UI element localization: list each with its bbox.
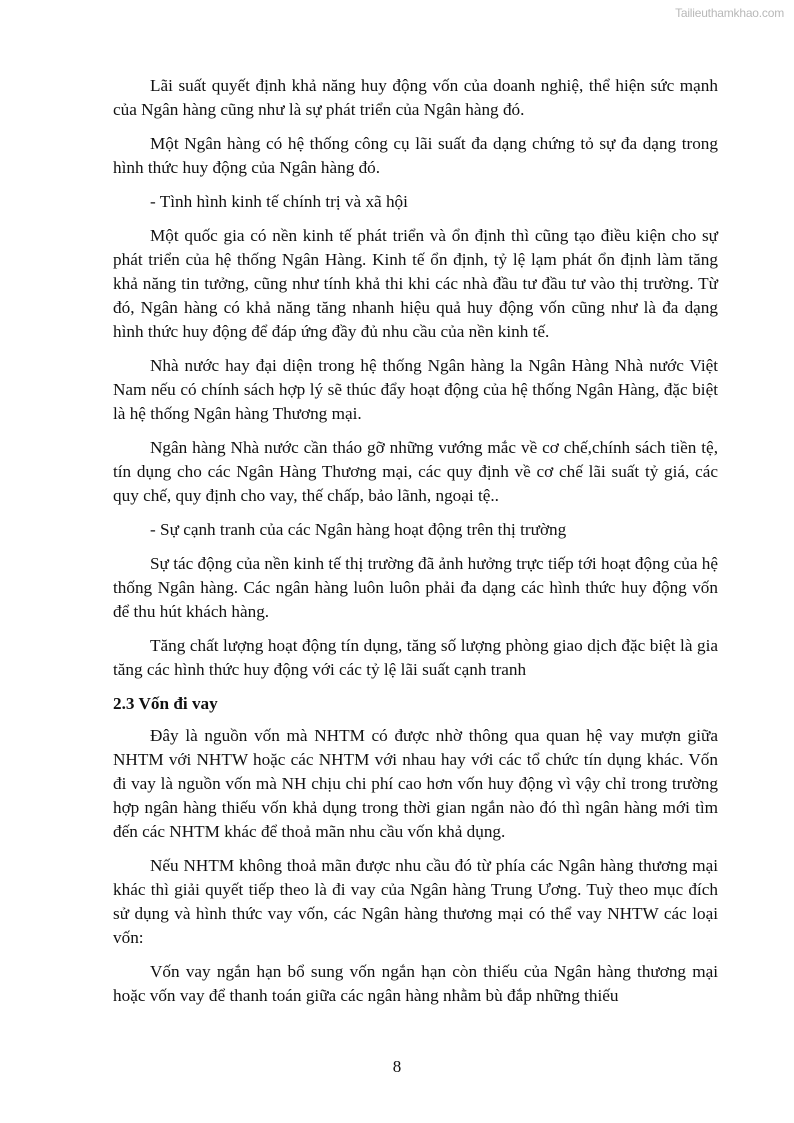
paragraph-market-impact: Sự tác động của nền kinh tế thị trường đã ảnh hưởng trực tiếp tới hoạt động của hệ thống Ngân hàng. Các ngân hàng luôn luôn phải đa dạng các hình thức huy động vốn để thu hút khách hàng. [113, 554, 718, 621]
paragraph-stable-economy: Một quốc gia có nền kinh tế phát triển và ổn định thì cũng tạo điều kiện cho sự phát triển của hệ thống Ngân Hàng. Kinh tế ổn định, tỷ lệ lạm phát ổn định làm tăng khả năng tin tưởng, cũng như tính khả thi khi các nhà đầu tư đầu tư vào thị trường. Từ đó, Ngân hàng có khả năng tăng nhanh hiệu quả huy động vốn cũng như là đa dạng hình thức huy động để đáp ứng đầy đủ nhu cầu của nền kinh tế. [113, 226, 718, 341]
paragraph-credit-quality: Tăng chất lượng hoạt động tín dụng, tăng số lượng phòng giao dịch đặc biệt là gia tăng các hình thức huy động với các tỷ lệ lãi suất cạnh tranh [113, 636, 718, 679]
paragraph-central-bank-loans: Nếu NHTM không thoả mãn được nhu cầu đó từ phía các Ngân hàng thương mại khác thì giải quyết tiếp theo là đi vay của Ngân hàng Trung Ương. Tuỳ theo mục đích sử dụng và hình thức vay vốn, các Ngân hàng thương mại có thể vay NHTW các loại vốn: [113, 856, 718, 947]
watermark: Tailieuthamkhao.com [675, 6, 784, 20]
bullet-competition: - Sự cạnh tranh của các Ngân hàng hoạt động trên thị trường [150, 520, 567, 539]
page-content [113, 74, 718, 1018]
paragraph-borrowed-capital: Đây là nguồn vốn mà NHTM có được nhờ thông qua quan hệ vay mượn giữa NHTM với NHTW hoặc các NHTM với nhau hay với các tổ chức tín dụng khác. Vốn đi vay là nguồn vốn mà NH chịu chi phí cao hơn vốn huy động vì vậy chỉ trong trường hợp ngân hàng thiếu vốn khả dụng trong thời gian ngắn nào đó thì ngân hàng mới tìm đến các NHTM khác để thoả mãn nhu cầu vốn khả dụng. [113, 726, 718, 841]
paragraph-interest-rate: Lãi suất quyết định khả năng huy động vốn của doanh nghiệ, thể hiện sức mạnh của Ngân hàng cũng như là sự phát triển của Ngân hàng đó. [113, 76, 718, 119]
section-heading: 2.3 Vốn đi vay [113, 694, 218, 713]
paragraph-rate-tools: Một Ngân hàng có hệ thống công cụ lãi suất đa dạng chứng tỏ sự đa dạng trong hình thức huy động của Ngân hàng đó. [113, 134, 718, 177]
paragraph-state-bank-policy: Ngân hàng Nhà nước cần tháo gỡ những vướng mắc về cơ chế,chính sách tiền tệ, tín dụng cho các Ngân Hàng Thương mại, các quy định về cơ chế lãi suất tỷ giá, các quy chế, quy định cho vay, thế chấp, bảo lãnh, ngoại tệ.. [113, 438, 718, 505]
bullet-economic-political: - Tình hình kinh tế chính trị và xã hội [150, 192, 408, 211]
paragraph-state-bank: Nhà nước hay đại diện trong hệ thống Ngân hàng la Ngân Hàng Nhà nước Việt Nam nếu có chính sách hợp lý sẽ thúc đẩy hoạt động của hệ thống Ngân Hàng, đặc biệt là hệ thống Ngân hàng Thương mại. [113, 356, 718, 423]
paragraph-short-term-loans: Vốn vay ngắn hạn bổ sung vốn ngắn hạn còn thiếu của Ngân hàng thương mại hoặc vốn vay để thanh toán giữa các ngân hàng nhằm bù đắp những thiếu [113, 962, 718, 1005]
page-number: 8 [392, 1057, 402, 1076]
